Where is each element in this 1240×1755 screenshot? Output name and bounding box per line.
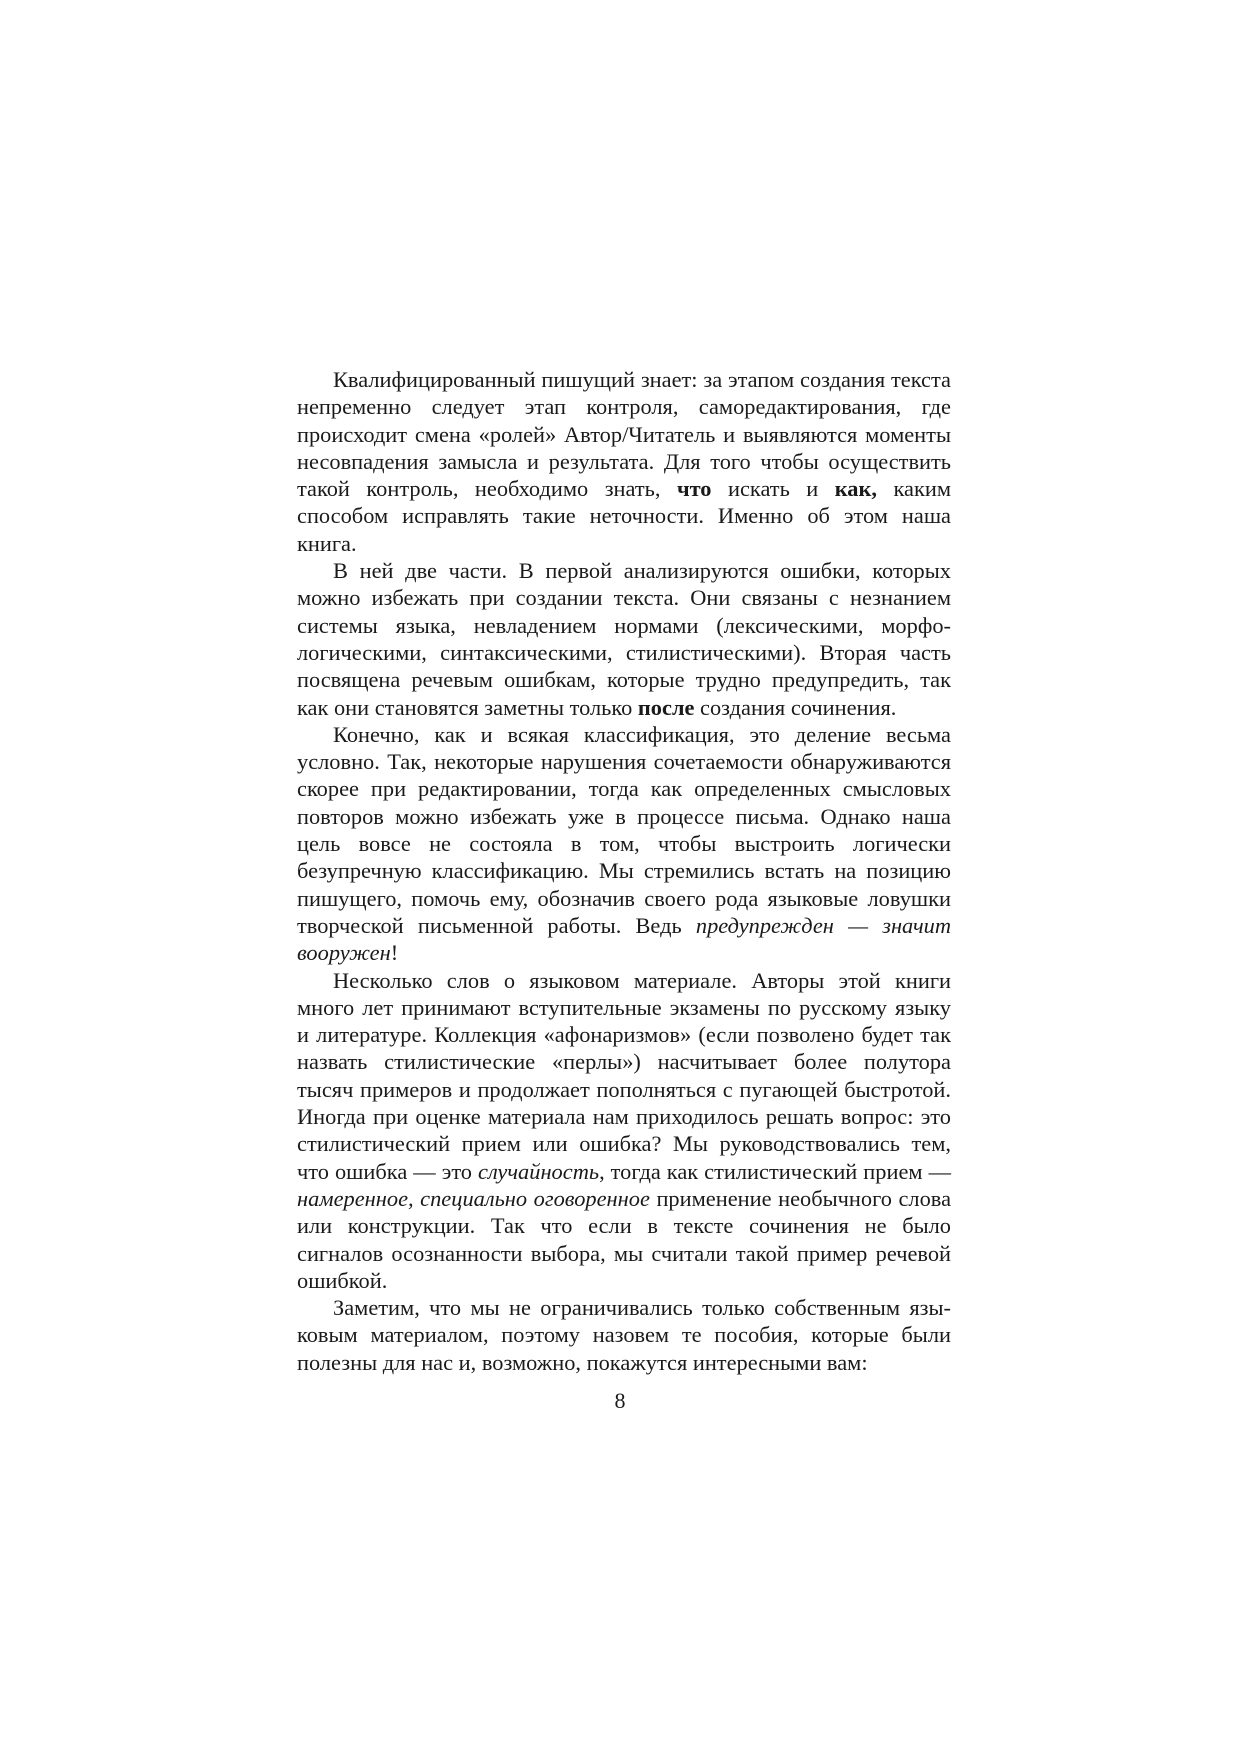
paragraph-5 xyxy=(297,1294,951,1376)
paragraph-3-text-b: ! xyxy=(390,940,399,966)
paragraph-3-text-a: Конечно, как и всякая классификация, это деление весьма условно. Так, некоторые нарушения сочетаемости обнаруживаются скорее при редактировании, тогда как определенных смысловых повторов можно избежать уже в процессе письма. Однако наша цель вовсе не состояла в том, чтобы выстроить логически безупречную классификацию. Мы стремились встать на позицию пишущего, помочь ему, обозначив своего рода языковые ловушки творческой письменной работы. Ведь xyxy=(297,721,951,938)
paragraph-1-text-a: Квалифицированный пишущий знает: за этапом создания текста непременно следует этап контроля, саморедактирования, где происходит смена «ролей» Автор/Читатель и выявляются моменты несовпадения замысла и результата. Для того чтобы осуществить такой контроль, необходимо знать, xyxy=(297,367,951,502)
body-text xyxy=(297,366,951,1376)
paragraph-4-italic-intentional: намеренное, специально оговоренное xyxy=(297,1185,650,1211)
paragraph-4-text-c: применение необычного слова или конструкции. Так что если в тексте сочинения не было сигналов осознанности выбора, мы считали такой пример речевой ошибкой. xyxy=(297,1185,952,1293)
paragraph-1-text-c: каким способом исправлять такие неточности. Именно об этом наша книга. xyxy=(297,476,952,556)
paragraph-3 xyxy=(297,721,951,967)
paragraph-1 xyxy=(297,366,951,557)
paragraph-1-text-b: искать и xyxy=(711,476,835,502)
paragraph-2-bold-after: после xyxy=(637,694,695,720)
paragraph-3-italic-proverb: предупрежден — значит вооружен xyxy=(297,912,951,966)
paragraph-4-text-b: , тогда как стилистический прием — xyxy=(599,1158,951,1184)
paragraph-4-text-a: Несколько слов о языковом материале. Авторы этой книги много лет принимают вступительные экзамены по русскому языку и литературе. Коллекция «афонаризмов» (если позволено будет так назвать стилистические «перлы») насчитывает более полутора тысяч примеров и продолжает пополняться с пугающей быстротой. Иногда при оценке материала нам приходилось решать вопрос: это стилистический прием или ошибка? Мы руководствовались тем, что ошибка — это xyxy=(297,967,951,1184)
paragraph-1-bold-what: что xyxy=(676,476,712,502)
paragraph-1-bold-how: как, xyxy=(834,476,878,502)
paragraph-2-text-b: создания сочинения. xyxy=(694,694,897,720)
paragraph-2 xyxy=(297,557,951,721)
paragraph-4-italic-chance: случайность xyxy=(478,1158,600,1184)
paragraph-5-text-a: Заметим, что мы не ограничивались только собственным языковым материалом, поэтому назовем те пособия, которые были полезны для нас и, возможно, покажутся интересными вам: xyxy=(297,1295,951,1375)
page-number: 8 xyxy=(614,1388,626,1413)
paragraph-2-text-a: В ней две части. В первой анализируются ошибки, которых можно избежать при создании текста. Они связаны с незнанием системы языка, невладением нормами (лексическими, морфологическими, синтаксическими, стилистическими). Вторая часть посвящена речевым ошибкам, которые трудно предупредить, так как они становятся заметны только xyxy=(297,558,951,720)
paragraph-4 xyxy=(297,967,951,1295)
